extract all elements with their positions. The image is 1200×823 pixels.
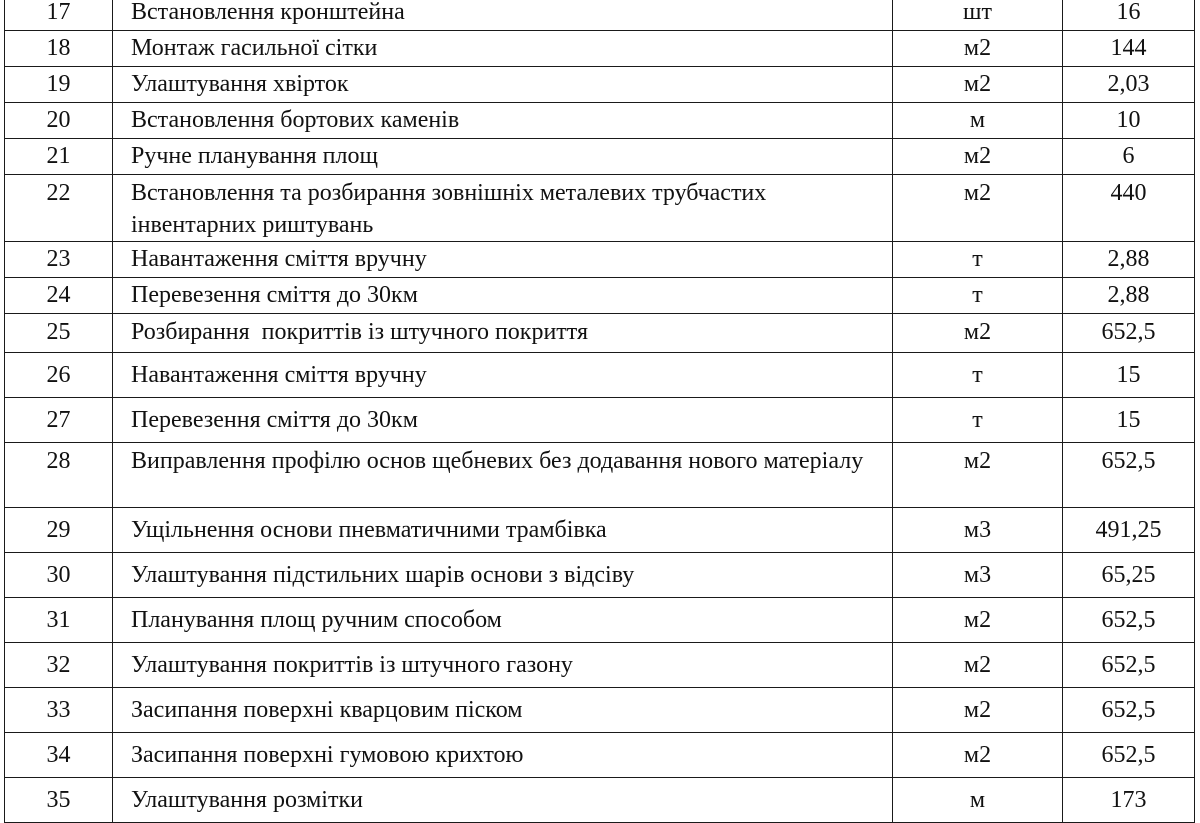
row-number: 30 (5, 553, 113, 598)
table-row (5, 778, 1195, 823)
table-row (5, 598, 1195, 643)
table-row (5, 443, 1195, 508)
table-row (5, 353, 1195, 398)
row-number: 22 (5, 175, 113, 242)
quantity: 491,25 (1063, 508, 1195, 553)
unit-of-measure: т (893, 398, 1063, 443)
quantity: 2,88 (1063, 278, 1195, 314)
quantity: 6 (1063, 139, 1195, 175)
quantity: 2,03 (1063, 67, 1195, 103)
row-number: 27 (5, 398, 113, 443)
table-row (5, 0, 1195, 31)
work-name: Улаштування розмітки (113, 778, 893, 823)
work-name: Засипання поверхні гумовою крихтою (113, 733, 893, 778)
unit-of-measure: м3 (893, 553, 1063, 598)
row-number: 23 (5, 242, 113, 278)
quantity: 15 (1063, 398, 1195, 443)
work-name: Ручне планування площ (113, 139, 893, 175)
quantity: 652,5 (1063, 688, 1195, 733)
row-number: 25 (5, 314, 113, 353)
unit-of-measure: м2 (893, 598, 1063, 643)
row-number: 28 (5, 443, 113, 508)
table-row (5, 278, 1195, 314)
table-row (5, 31, 1195, 67)
work-name: Навантаження сміття вручну (113, 242, 893, 278)
unit-of-measure: м2 (893, 314, 1063, 353)
work-name: Монтаж гасильної сітки (113, 31, 893, 67)
work-name: Встановлення бортових каменів (113, 103, 893, 139)
quantity: 144 (1063, 31, 1195, 67)
unit-of-measure: т (893, 278, 1063, 314)
work-name: Улаштування хвірток (113, 67, 893, 103)
quantity: 652,5 (1063, 314, 1195, 353)
work-name: Перевезення сміття до 30км (113, 398, 893, 443)
work-name: Встановлення кронштейна (113, 0, 893, 31)
work-name: Виправлення профілю основ щебневих без додавання нового матеріалу (113, 443, 893, 508)
work-name: Ущільнення основи пневматичними трамбівка (113, 508, 893, 553)
table-row (5, 242, 1195, 278)
unit-of-measure: м2 (893, 67, 1063, 103)
row-number: 17 (5, 0, 113, 31)
quantity: 65,25 (1063, 553, 1195, 598)
work-name: Улаштування підстильних шарів основи з відсіву (113, 553, 893, 598)
table-row (5, 553, 1195, 598)
table-row (5, 139, 1195, 175)
work-name: Розбирання покриттів із штучного покриття (113, 314, 893, 353)
unit-of-measure: м2 (893, 643, 1063, 688)
quantity: 652,5 (1063, 733, 1195, 778)
unit-of-measure: м2 (893, 139, 1063, 175)
work-name: Перевезення сміття до 30км (113, 278, 893, 314)
work-name: Улаштування покриттів із штучного газону (113, 643, 893, 688)
unit-of-measure: м2 (893, 175, 1063, 242)
unit-of-measure: м3 (893, 508, 1063, 553)
row-number: 31 (5, 598, 113, 643)
quantity: 652,5 (1063, 643, 1195, 688)
unit-of-measure: м2 (893, 31, 1063, 67)
row-number: 20 (5, 103, 113, 139)
quantity: 2,88 (1063, 242, 1195, 278)
unit-of-measure: шт (893, 0, 1063, 31)
table-row (5, 103, 1195, 139)
row-number: 19 (5, 67, 113, 103)
row-number: 21 (5, 139, 113, 175)
table-row (5, 688, 1195, 733)
unit-of-measure: м2 (893, 443, 1063, 508)
work-name: Засипання поверхні кварцовим піском (113, 688, 893, 733)
table-row (5, 175, 1195, 242)
quantity: 173 (1063, 778, 1195, 823)
quantity: 10 (1063, 103, 1195, 139)
row-number: 33 (5, 688, 113, 733)
quantity: 652,5 (1063, 443, 1195, 508)
row-number: 29 (5, 508, 113, 553)
unit-of-measure: м2 (893, 688, 1063, 733)
row-number: 24 (5, 278, 113, 314)
row-number: 26 (5, 353, 113, 398)
quantity: 652,5 (1063, 598, 1195, 643)
quantity: 15 (1063, 353, 1195, 398)
table-row (5, 643, 1195, 688)
row-number: 32 (5, 643, 113, 688)
table-row (5, 508, 1195, 553)
works-table (4, 0, 1195, 823)
unit-of-measure: м2 (893, 733, 1063, 778)
unit-of-measure: м (893, 778, 1063, 823)
table-row (5, 398, 1195, 443)
table-row (5, 314, 1195, 353)
unit-of-measure: т (893, 353, 1063, 398)
work-name: Навантаження сміття вручну (113, 353, 893, 398)
unit-of-measure: м (893, 103, 1063, 139)
row-number: 18 (5, 31, 113, 67)
table-row (5, 67, 1195, 103)
row-number: 34 (5, 733, 113, 778)
row-number: 35 (5, 778, 113, 823)
table-row (5, 733, 1195, 778)
quantity: 16 (1063, 0, 1195, 31)
work-name: Планування площ ручним способом (113, 598, 893, 643)
quantity: 440 (1063, 175, 1195, 242)
work-name: Встановлення та розбирання зовнішніх металевих трубчастих інвентарних риштувань (113, 175, 893, 242)
unit-of-measure: т (893, 242, 1063, 278)
